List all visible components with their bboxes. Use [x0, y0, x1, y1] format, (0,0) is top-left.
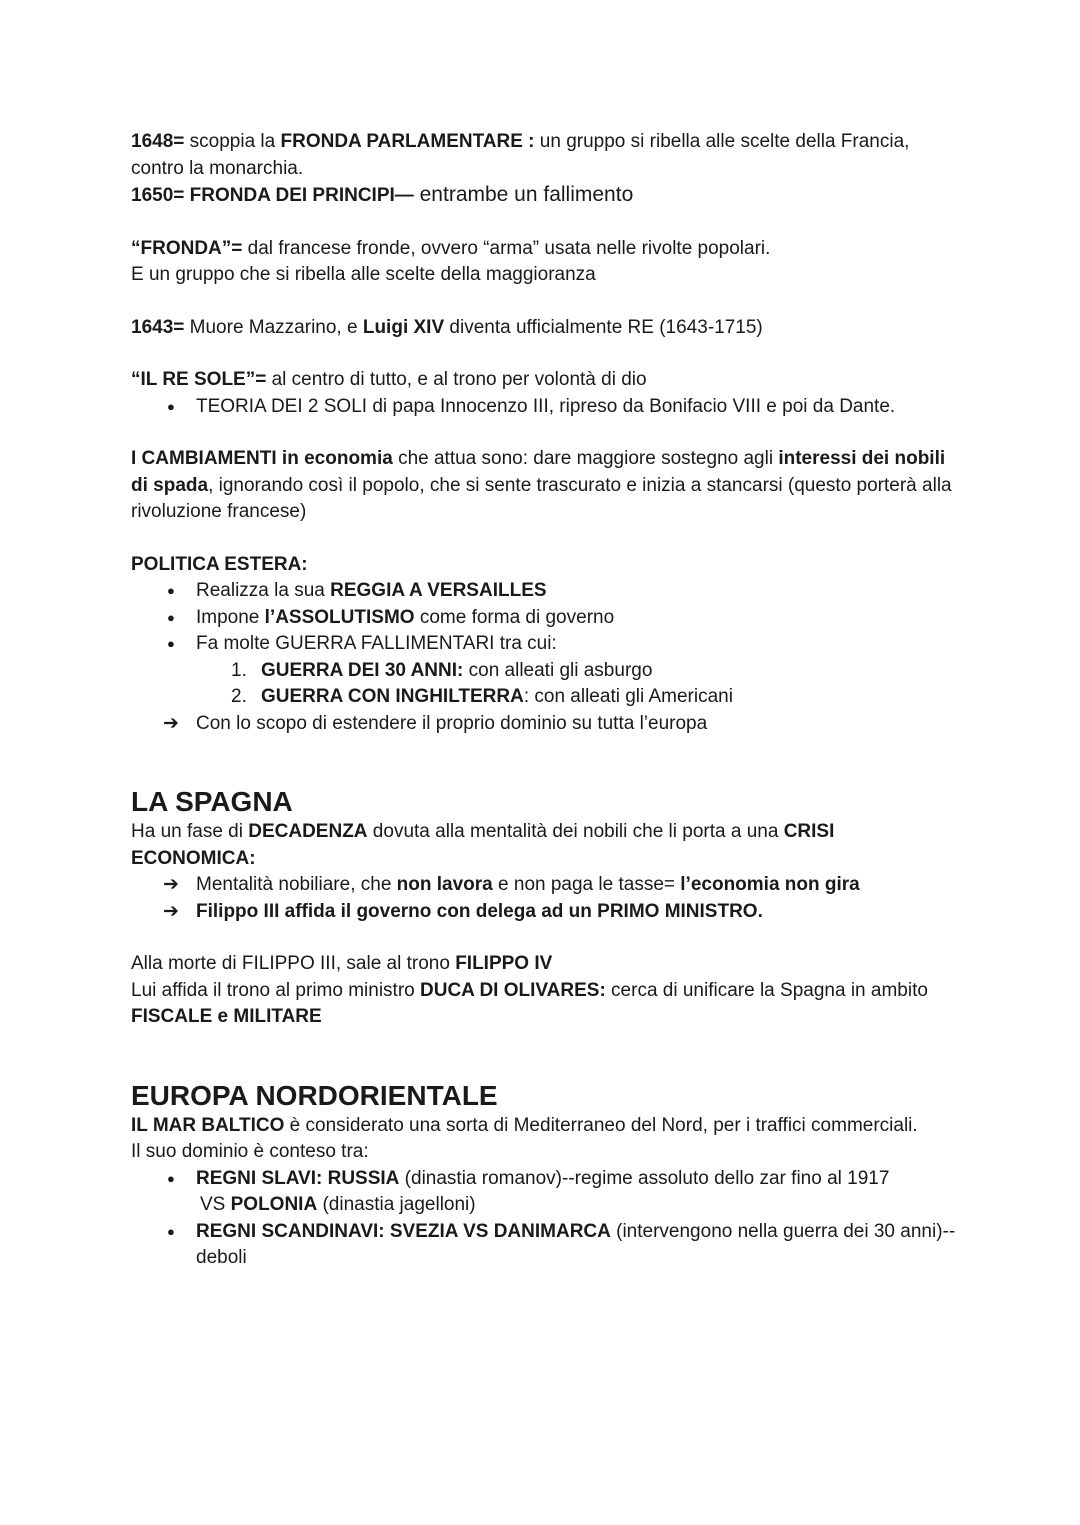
arrow-item: ➔ Filippo III affida il governo con delega ad un PRIMO MINISTRO.: [131, 899, 961, 926]
cambiamenti-paragraph: I CAMBIAMENTI in economia che attua sono: dare maggiore sostegno agli interessi dei nobili di spada, ignorando così il popolo, che si sente trascurato e inizia a stancarsi (questo porterà alla rivoluzione francese): [131, 448, 952, 522]
mazzarino-line: 1643= Muore Mazzarino, e Luigi XIV diventa ufficialmente RE (1643-1715): [131, 316, 763, 338]
fronda-line-2: contro la monarchia.: [131, 157, 304, 179]
arrow-icon: ➔: [163, 874, 179, 895]
spagna-heading: LA SPAGNA: [131, 786, 293, 817]
fronda-definition-2: E un gruppo che si ribella alle scelte della maggioranza: [131, 264, 596, 285]
list-item: ● Fa molte GUERRA FALLIMENTARI tra cui:: [131, 631, 961, 658]
politica-estera-heading: POLITICA ESTERA:: [131, 553, 308, 575]
list-item: ● Realizza la sua REGGIA A VERSAILLES: [131, 578, 961, 605]
list-item: ● TEORIA DEI 2 SOLI di papa Innocenzo III, ripreso da Bonifacio VIII e poi da Dante.: [131, 394, 961, 421]
europa-heading: EUROPA NORDORIENTALE: [131, 1079, 498, 1111]
dominio-line: Il suo dominio è conteso tra:: [131, 1141, 369, 1162]
filippo-line: Alla morte di FILIPPO III, sale al trono FILIPPO IV: [131, 953, 553, 974]
list-item: 2. GUERRA CON INGHILTERRA: con alleati gli Americani: [231, 686, 733, 707]
guerre-list: [131, 658, 961, 711]
re-sole-list: [131, 394, 961, 421]
politica-estera-list: [131, 578, 961, 658]
fronda-line-3: 1650= FRONDA DEI PRINCIPI— entrambe un fallimento: [131, 183, 634, 206]
list-item: ● Impone l’ASSOLUTISMO come forma di governo: [131, 605, 961, 632]
list-item: ● REGNI SCANDINAVI: SVEZIA VS DANIMARCA (intervengono nella guerra dei 30 anni)--deboli: [131, 1219, 961, 1272]
olivares-paragraph: Lui affida il trono al primo ministro DUCA DI OLIVARES: cerca di unificare la Spagna in ambito FISCALE e MILITARE: [131, 979, 928, 1027]
list-item: ● REGNI SLAVI: RUSSIA (dinastia romanov)--regime assoluto dello zar fino al 1917 VS POLONIA (dinastia jagelloni): [131, 1166, 961, 1219]
arrow-item: ➔ Con lo scopo di estendere il proprio dominio su tutta l’europa: [131, 711, 961, 738]
regni-list: [131, 1166, 961, 1272]
fronda-definition: “FRONDA”= dal francese fronde, ovvero “arma” usata nelle rivolte popolari.: [131, 237, 771, 259]
re-sole-line: “IL RE SOLE”= al centro di tutto, e al trono per volontà di dio: [131, 369, 647, 390]
spagna-paragraph: Ha un fase di DECADENZA dovuta alla mentalità dei nobili che li porta a una CRISI ECONOMICA:: [131, 821, 835, 869]
arrow-item: ➔ Mentalità nobiliare, che non lavora e non paga le tasse= l’economia non gira: [131, 872, 961, 899]
baltico-paragraph: IL MAR BALTICO è considerato una sorta di Mediterraneo del Nord, per i traffici commerciali.: [131, 1114, 918, 1136]
list-item: 1. GUERRA DEI 30 ANNI: con alleati gli asburgo: [231, 659, 653, 681]
arrow-icon: ➔: [163, 900, 179, 922]
document-content: [131, 129, 961, 1272]
fronda-line-1: 1648= scoppia la FRONDA PARLAMENTARE : un gruppo si ribella alle scelte della Francia,: [131, 131, 910, 152]
arrow-icon: ➔: [163, 712, 179, 734]
